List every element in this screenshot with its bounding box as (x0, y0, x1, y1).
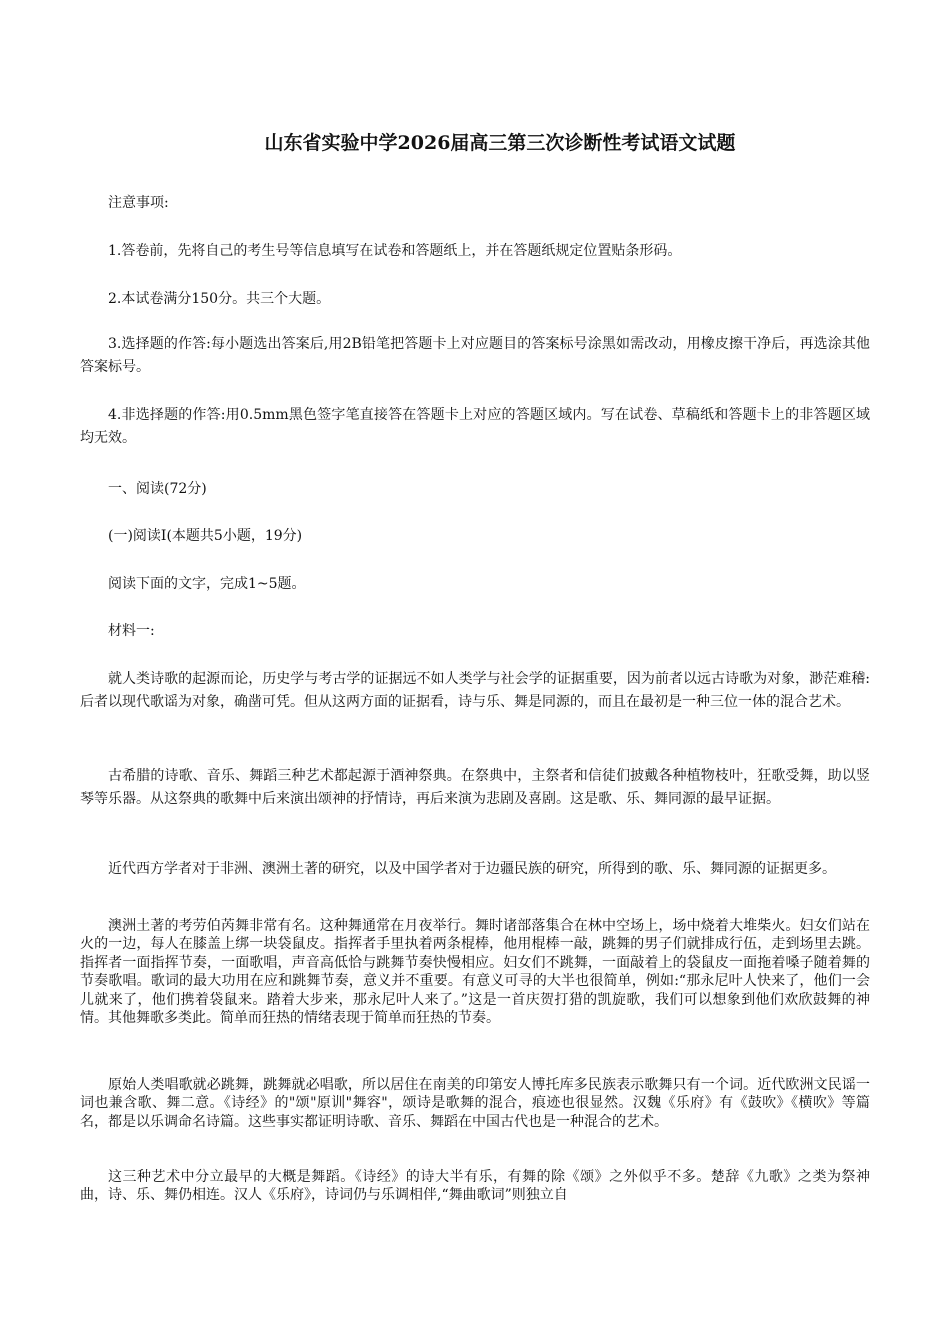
body-paragraph-2: 古希腊的诗歌、音乐、舞蹈三种艺术都起源于酒神祭典。在祭典中，主祭者和信徒们披戴各种植物枝叶，狂歌受舞，助以竖琴等乐器。从这祭典的歌舞中后来演出颂神的抒情诗，再后来演为悲剧及喜剧。这是歌、乐、舞同源的最早证据。 (80, 768, 870, 807)
body-paragraph-3: 近代西方学者对于非洲、澳洲土著的研究，以及中国学者对于边疆民族的研究，所得到的歌、乐、舞同源的证据更多。 (108, 861, 836, 877)
body-paragraph-4: 澳洲土著的考劳伯芮舞非常有名。这种舞通常在月夜举行。舞时诸部落集合在林中空场上，场中烧着大堆柴火。妇女们站在火的一边，每人在膝盖上绑一块袋鼠皮。指挥者手里执着两条棍棒，他用棍棒一敲，跳舞的男子们就排成行伍，走到场里去跳。指挥者一面指挥节奏，一面歌唱，声音高低恰与跳舞节奏快慢相应。妇女们不跳舞，一面敲着上的袋鼠皮一面拖着嗓子随着舞的节奏歌唱。歌词的最大功用在应和跳舞节奏，意义并不重要。有意义可寻的大半也很简单，例如:“那永尼叶人快来了，他们一会儿就来了，他们携着袋鼠来。踏着大步来，那永尼叶人来了。”这是一首庆贺打猎的凯旋歌，我们可以想象到他们欢欣鼓舞的神情。其他舞歌多类此。简单而狂热的情绪表现于简单而狂热的节奏。 (80, 918, 870, 1027)
notice-item-1: 1.答卷前，先将自己的考生号等信息填写在试卷和答题纸上，并在答题纸规定位置贴条形码。 (108, 243, 682, 259)
notice-item-3: 3.选择题的作答:每小题选出答案后,用2B铅笔把答题卡上对应题目的答案标号涂黑如需改动，用橡皮擦干净后，再选涂其他答案标号。 (80, 336, 870, 375)
notice-item-4: 4.非选择题的作答:用0.5mm黑色签字笔直接答在答题卡上对应的答题区域内。写在试卷、草稿纸和答题卡上的非答题区域均无效。 (80, 407, 870, 446)
body-paragraph-6: 这三种艺术中分立最早的大概是舞蹈。《诗经》的诗大半有乐，有舞的除《颂》之外似乎不多。楚辞《九歌》之类为祭神曲，诗、乐、舞仍相连。汉人《乐府》，诗词仍与乐调相伴,“舞曲歌词”则独立自 (80, 1169, 870, 1204)
notice-item-2: 2.本试卷满分150分。共三个大题。 (108, 291, 331, 307)
material-heading: 材料一: (108, 623, 155, 639)
body-paragraph-5: 原始人类唱歌就必跳舞，跳舞就必唱歌，所以居住在南美的印第安人博托库多民族表示歌舞只有一个词。近代欧洲文民谣一词也兼含歌、舞二意。《诗经》的"颂"原训"舞容"，颂诗是歌舞的混合，痕迹也很显然。汉魏《乐府》有《鼓吹》《横吹》等篇名，都是以乐调命名诗篇。这些事实都证明诗歌、音乐、舞蹈在中国古代也是一种混合的艺术。 (80, 1077, 870, 1130)
section-heading: 一、阅读(72分) (108, 481, 207, 497)
notice-heading: 注意事项: (108, 195, 169, 211)
body-paragraph-1: 就人类诗歌的起源而论，历史学与考古学的证据远不如人类学与社会学的证据重要，因为前者以远古诗歌为对象，渺茫难稽:后者以现代歌谣为对象，确凿可凭。但从这两方面的证据看，诗与乐、舞是同源的，而且在最初是一种三位一体的混合艺术。 (80, 671, 870, 710)
document-title: 山东省实验中学2026届高三第三次诊断性考试语文试题 (264, 132, 736, 154)
subsection-heading: (一)阅读I(本题共5小题，19分) (108, 528, 303, 544)
reading-instruction: 阅读下面的文字，完成1~5题。 (108, 576, 306, 592)
